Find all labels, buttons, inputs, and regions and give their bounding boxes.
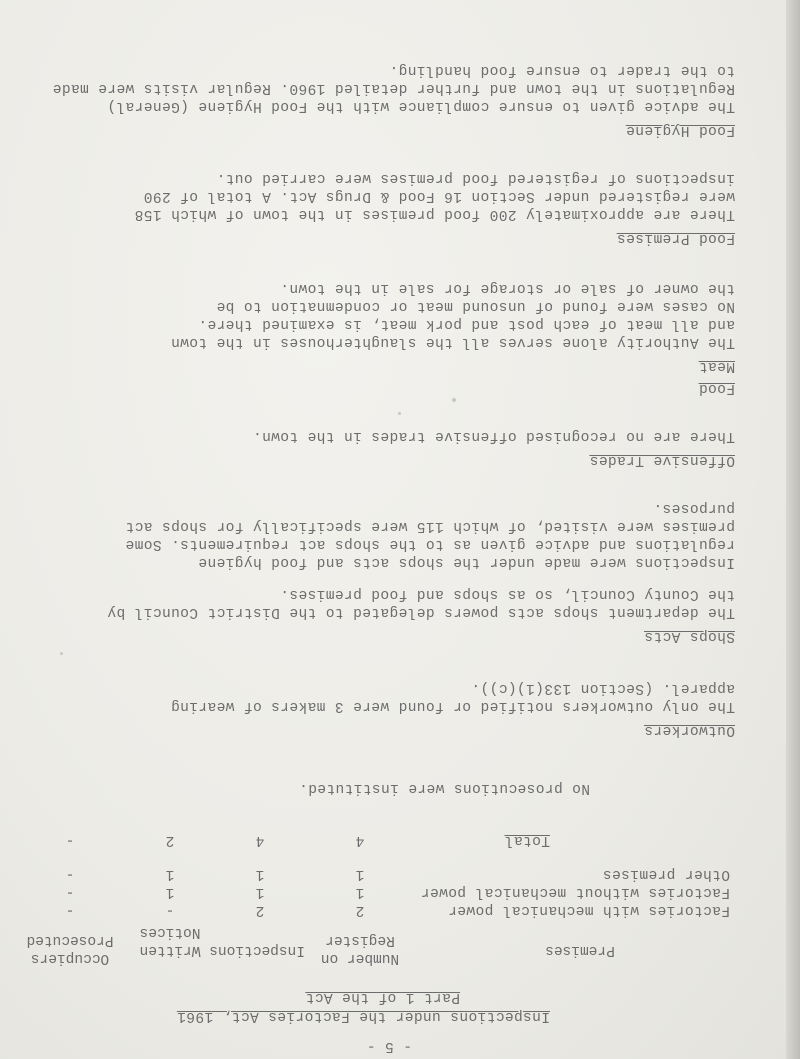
row-occupiers: -: [65, 902, 75, 918]
col-header-premises: Premises: [545, 942, 615, 958]
row-notices: 2: [165, 832, 175, 848]
row-notices: 1: [165, 866, 175, 882]
row-occupiers: -: [65, 866, 75, 882]
section-line: the owner of sale or storage for sale in the town.: [279, 280, 735, 296]
row-inspections: 1: [255, 866, 265, 882]
row-premises: Total: [504, 832, 550, 848]
paper-speck: [60, 652, 63, 655]
table-footnote: No prosecutions were instituted.: [298, 780, 590, 796]
row-registered: 4: [355, 832, 365, 848]
row-registered: 1: [355, 884, 365, 900]
row-registered: 1: [355, 866, 365, 882]
row-notices: 1: [165, 884, 175, 900]
section-heading: Food Hygiene: [625, 122, 735, 138]
section-line: purposes.: [653, 500, 735, 516]
row-inspections: 1: [255, 884, 265, 900]
section-line: The advice given to ensure compliance with the Food Hygiene (General): [107, 98, 735, 114]
section-heading: Food Premises: [616, 230, 735, 246]
page-number: - 5 -: [366, 1038, 412, 1054]
section-line: and all meat of each post and pork meat, is examined there.: [198, 316, 735, 332]
row-premises: Other premises: [602, 866, 730, 882]
row-inspections: 2: [255, 902, 265, 918]
section-line: apparel. (Section 133(1)(c)).: [471, 680, 735, 696]
col-header-registered: Number on Register: [320, 932, 400, 966]
row-occupiers: -: [65, 884, 75, 900]
section-line: regulations and advice given as to the shops act requirements. Some: [125, 536, 735, 552]
section-subheading: Meat: [698, 358, 735, 374]
section-line: were registered under Section 16 Food & Drugs Act. A total of 290: [143, 188, 735, 204]
row-premises: Factories with mechanical power: [447, 902, 730, 918]
section-line: premises were visited, of which 115 were specifically for shops act: [125, 518, 735, 534]
section-line: The only outworkers notified or found were 3 makers of wearing: [170, 698, 735, 714]
section-heading: Shops Acts: [643, 628, 735, 644]
section-line: The Authority alone serves all the slaughterhouses in the town: [170, 334, 735, 350]
table-title: Inspections under the Factories Act, 1961: [176, 1008, 550, 1024]
row-inspections: 4: [255, 832, 265, 848]
section-line: Inspections were made under the shops acts and food hygiene: [198, 554, 735, 570]
row-premises: Factories without mechanical power: [420, 884, 730, 900]
section-heading: Outworkers: [643, 722, 735, 738]
section-heading: Food: [698, 380, 735, 396]
row-registered: 2: [355, 902, 365, 918]
paper-speck: [452, 398, 456, 402]
paper-speck: [398, 412, 401, 415]
section-line: There are no recognised offensive trades in the town.: [252, 428, 735, 444]
section-line: the County Council, so as shops and food premises.: [279, 586, 735, 602]
table-subtitle: Part 1 of the Act: [305, 989, 460, 1005]
section-line: There are approximately 200 food premises in the town of which 158: [134, 206, 735, 222]
row-occupiers: -: [65, 832, 75, 848]
col-header-occupiers: Occupiers Prosecuted: [26, 932, 114, 966]
col-header-notices: Written Notices: [139, 924, 201, 958]
section-heading: Offensive Trades: [589, 452, 735, 468]
section-line: to the trader to ensure food handling.: [389, 62, 735, 78]
section-line: Regulations in the town and further detailed 1960. Regular visits were made: [52, 80, 735, 96]
section-line: inspections of registered food premises were carried out.: [216, 170, 735, 186]
col-header-inspections: Inspections: [209, 942, 305, 958]
section-line: No cases were found of unsound meat or condemnation to be: [216, 298, 735, 314]
section-line: The department shops acts powers delegated to the District Council by: [107, 604, 735, 620]
row-notices: -: [165, 902, 175, 918]
page-edge-shadow: [786, 0, 800, 1059]
